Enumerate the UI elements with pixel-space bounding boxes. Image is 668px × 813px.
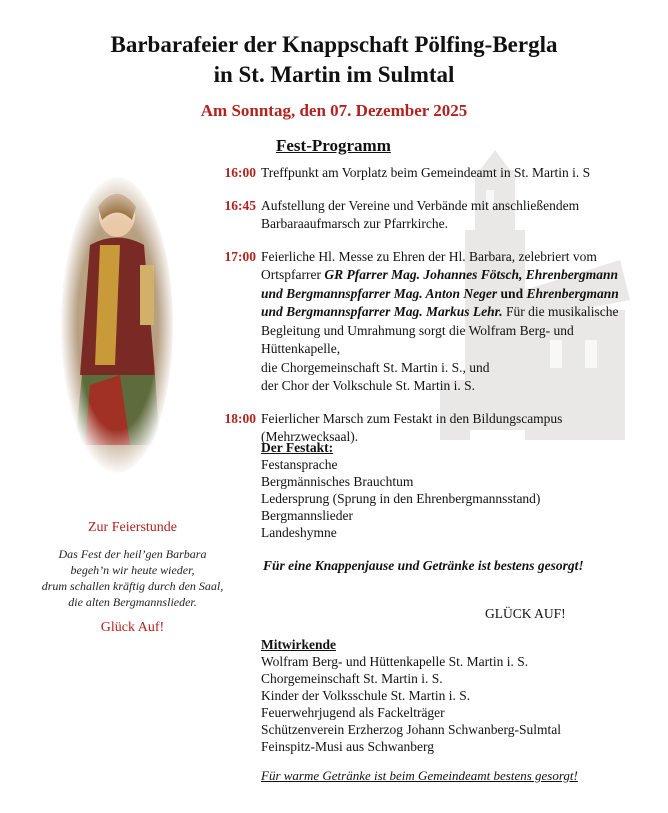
mitwirkende-item: Chorgemeinschaft St. Martin i. S. bbox=[261, 671, 443, 686]
schedule-entry bbox=[218, 164, 638, 183]
feierstunde-heading: Zur Feierstunde bbox=[87, 520, 178, 535]
poem-line: Das Fest der heil’gen Barbara bbox=[58, 547, 207, 561]
festakt-section bbox=[261, 439, 540, 541]
entry-text bbox=[261, 248, 638, 396]
poem-line: begeh’n wir heute wieder, bbox=[70, 563, 195, 577]
schedule bbox=[218, 164, 638, 447]
celebrant-names: GR Pfarrer Mag. Johannes Fötsch, Ehrenbergmann und Bergmannspfarrer Mag. Anton Neger bbox=[261, 267, 619, 301]
entry-text-part: Feierliche Hl. Messe zu Ehren der Hl. Barbara, zelebriert vom Ortspfarrer bbox=[261, 248, 597, 282]
festakt-item: Bergmännisches Brauchtum bbox=[261, 474, 414, 489]
left-poem-box bbox=[20, 520, 245, 636]
mitwirkende-heading: Mitwirkende bbox=[261, 637, 336, 652]
entry-text: Treffpunkt am Vorplatz beim Gemeindeamt in St. Martin i. S bbox=[261, 165, 591, 180]
mitwirkende-item: Schützenverein Erzherzog Johann Schwanberg-Sulmtal bbox=[261, 722, 562, 737]
title-line-1: Barbarafeier der Knappschaft Pölfing-Bergla bbox=[110, 32, 558, 57]
festakt-item: Festansprache bbox=[261, 457, 338, 472]
jause-note: Für eine Knappenjause und Getränke ist bestens gesorgt! bbox=[263, 558, 584, 573]
mitwirkende-item: Feuerwehrjugend als Fackelträger bbox=[261, 705, 445, 720]
entry-time: 16:00 bbox=[224, 165, 256, 180]
mitwirkende-item: Kinder der Volksschule St. Martin i. S. bbox=[261, 688, 471, 703]
entry-text: Aufstellung der Vereine und Verbände mit anschließendem Barbaraaufmarsch zur Pfarrkirche. bbox=[261, 197, 580, 231]
event-date: Am Sonntag, den 07. Dezember 2025 bbox=[200, 101, 468, 120]
schedule-entry bbox=[218, 248, 638, 396]
entry-time: 17:00 bbox=[224, 248, 256, 264]
footer-note: Für warme Getränke ist beim Gemeindeamt bestens gesorgt! bbox=[261, 768, 578, 783]
mitwirkende-section bbox=[261, 636, 561, 755]
entry-time: 16:45 bbox=[224, 197, 256, 213]
mitwirkende-item: Wolfram Berg- und Hüttenkapelle St. Martin i. S. bbox=[261, 654, 529, 669]
celebrant-names-2: Ehrenbergmann und Bergmannspfarrer Mag. Markus Lehr. bbox=[261, 285, 619, 319]
page-title bbox=[0, 30, 668, 90]
poem-line: die alten Bergmannslieder. bbox=[68, 595, 197, 609]
poem-line: drum schallen kräftig durch den Saal, bbox=[41, 579, 224, 593]
entry-text-part: und bbox=[497, 285, 527, 301]
entry-text-part: Für die musikalische Begleitung und Umrahmung sorgt die Wolfram Berg- und Hüttenkapelle, bbox=[261, 304, 619, 356]
festakt-item: Ledersprung (Sprung in den Ehrenbergmannsstand) bbox=[261, 491, 541, 506]
mitwirkende-item: Feinspitz-Musi aus Schwanberg bbox=[261, 739, 434, 754]
schedule-entry bbox=[218, 197, 638, 234]
entry-text-line: der Chor der Volkschule St. Martin i. S. bbox=[261, 378, 475, 393]
program-heading: Fest-Programm bbox=[276, 136, 391, 155]
glueck-auf-center: GLÜCK AUF! bbox=[485, 606, 566, 621]
festakt-item: Bergmannslieder bbox=[261, 508, 353, 523]
festakt-item: Landeshymne bbox=[261, 525, 337, 540]
entry-text-line: die Chorgemeinschaft St. Martin i. S., und bbox=[261, 359, 490, 375]
glueck-auf-red: Glück Auf! bbox=[100, 620, 165, 635]
saint-barbara-statue-image bbox=[60, 175, 175, 475]
poem bbox=[20, 546, 245, 610]
entry-time: 18:00 bbox=[224, 410, 256, 426]
festakt-heading: Der Festakt: bbox=[261, 440, 334, 455]
entry-text: Feierlicher Marsch zum Festakt in den Bildungscampus (Mehrzwecksaal). bbox=[261, 410, 563, 444]
title-line-2: in St. Martin im Sulmtal bbox=[213, 62, 455, 87]
